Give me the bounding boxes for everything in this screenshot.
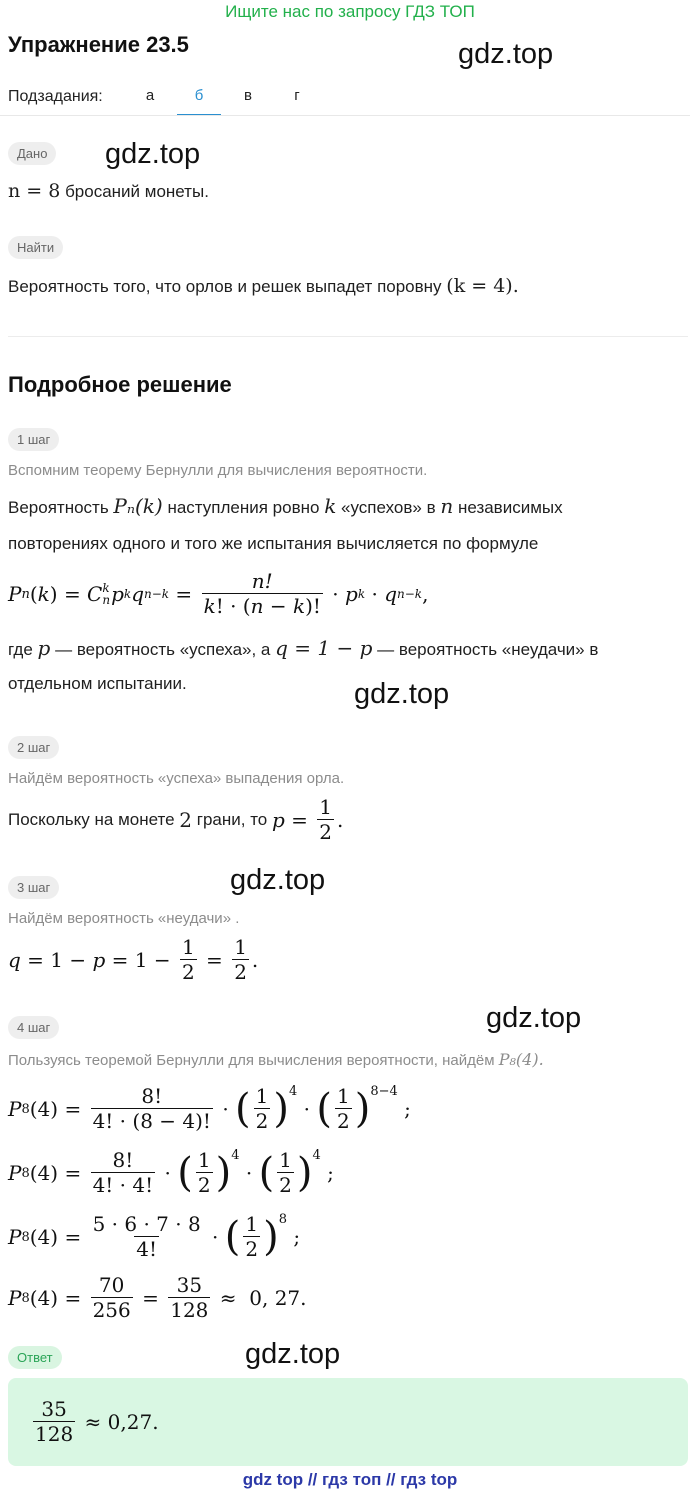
footer-links[interactable]: gdz top // гдз топ // гдз top: [242, 1470, 458, 1489]
answer-value: $\frac{35}{128}$ ≈ 0,27.: [35, 1397, 159, 1446]
step4-note: Пользуясь теоремой Бернулли для вычисления вероятности, найдём P₈(4).: [8, 1050, 544, 1069]
step4-pill: 4 шаг: [8, 1016, 59, 1039]
section-divider: [8, 336, 688, 337]
step4-eq1: P 8 (4) = $\frac{8!}{4! \cdot (8 - 4)!}$ · ( $\frac{1}{2}$ ) $^4$ · ( $\frac{1}{2}$ ) $^{8-4}$ ;: [8, 1083, 411, 1133]
tab-b[interactable]: б: [177, 78, 221, 116]
step1-pill: 1 шаг: [8, 428, 59, 451]
step4-eq2: P 8 (4) = $\frac{8!}{4! \cdot 4!}$ · ( $\frac{1}{2}$ ) $^4$ · ( $\frac{1}{2}$ ) $^4$ ;: [8, 1147, 334, 1197]
step2-note: Найдём вероятность «успеха» выпадения орла.: [8, 770, 345, 787]
solution-heading: Подробное решение: [8, 372, 232, 397]
find-text: Вероятность того, что орлов и решек выпадет поровну (k = 4).: [8, 275, 519, 297]
watermark: gdz.top: [105, 138, 201, 170]
tabs-divider: [0, 115, 690, 116]
step4-eq3: P 8 (4) = $\frac{5 \cdot 6 \cdot 7 \cdot 8}{4!}$ · ( $\frac{1}{2}$ ) $^8$ ;: [8, 1211, 301, 1261]
find-pill: Найти: [8, 236, 63, 259]
watermark: gdz.top: [486, 1002, 582, 1034]
watermark: gdz.top: [245, 1338, 341, 1370]
step3-equation: q = 1 − p = 1 − $\frac{1}{2}$ = $\frac{1}{2}$ .: [8, 935, 259, 984]
step1-line1: Вероятность Pₙ(k) наступления ровно k «успехов» в n независимых: [8, 494, 563, 518]
given-pill: Дано: [8, 142, 56, 165]
step4-eq4: P 8 (4) = $\frac{70}{256}$ = $\frac{35}{128}$ ≈ 0, 27.: [8, 1273, 307, 1322]
promo-banner: Ищите нас по запросу ГДЗ ТОП: [225, 2, 475, 21]
answer-pill: Ответ: [8, 1346, 62, 1369]
step1-line2: повторениях одного и того же испытания вычисляется по формуле: [8, 534, 539, 553]
page-title: Упражнение 23.5: [8, 32, 189, 57]
given-text: n = 8 бросаний монеты.: [8, 180, 209, 202]
step1-where: где p — вероятность «успеха», а q = 1 − p — вероятность «неудачи» в: [8, 636, 599, 660]
bernoulli-formula: P n ( k ) = C k n p k q n−k = $\frac{n!}{k! \cdot (n - k)!}$ · p k · q n−k ,: [8, 569, 429, 618]
subtasks-label: Подзадания:: [8, 88, 103, 105]
step1-where2: отдельном испытании.: [8, 674, 187, 693]
step3-note: Найдём вероятность «неудачи» .: [8, 910, 240, 927]
tab-v[interactable]: в: [244, 87, 252, 104]
watermark: gdz.top: [458, 38, 554, 70]
step2-line: Поскольку на монете 2 грани, то p = $\frac{1}{2}$ .: [8, 795, 344, 844]
watermark: gdz.top: [230, 864, 326, 896]
tab-a[interactable]: а: [145, 87, 155, 104]
step2-pill: 2 шаг: [8, 736, 59, 759]
tab-g[interactable]: г: [294, 87, 300, 104]
step1-note: Вспомним теорему Бернулли для вычисления вероятности.: [8, 462, 428, 479]
step3-pill: 3 шаг: [8, 876, 59, 899]
watermark: gdz.top: [354, 678, 450, 710]
